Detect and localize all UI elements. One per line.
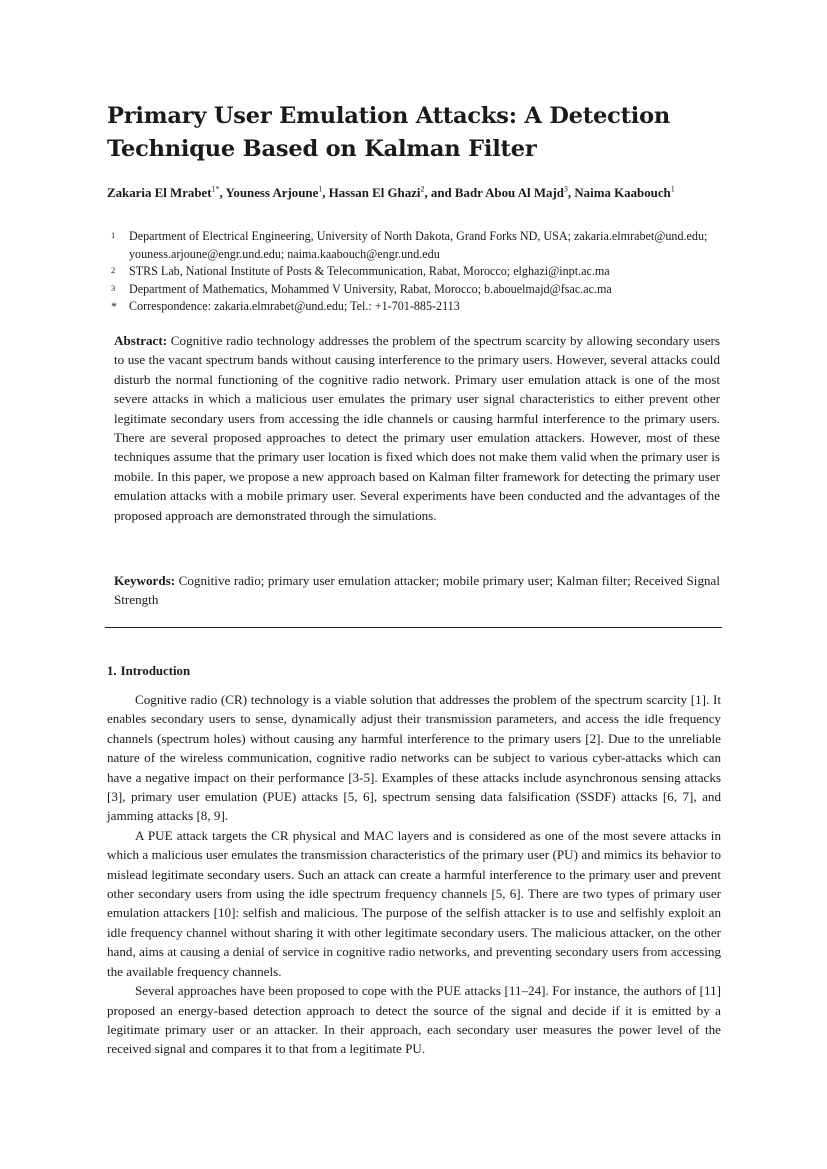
author-affiliation-mark: 2 [420,184,425,194]
author-separator: , [567,186,575,200]
section-divider [105,627,722,628]
affiliation-text: Department of Mathematics, Mohammed V University, Rabat, Morocco; b.abouelmajd@fsac.ac.ma [129,281,612,296]
section-body [107,690,721,1059]
author-name: Naima Kaabouch [574,186,671,200]
author [226,186,329,200]
author-name: Zakaria El Mrabet [107,186,212,200]
paper-title: Primary User Emulation Attacks: A Detection Technique Based on Kalman Filter [107,103,671,162]
author-name: Youness Arjoune [225,186,319,200]
affiliation-mark: 1 [111,230,116,240]
correspondence-text: Correspondence: zakaria.elmrabet@und.edu; Tel.: +1-701-885-2113 [129,299,460,313]
author [574,186,674,200]
affiliation-mark: * [111,299,117,313]
affiliation-item [111,263,731,281]
author-affiliation-mark: 1 [318,184,323,194]
affiliation-mark: 3 [111,282,116,293]
author-affiliation-mark: 3 [563,184,568,194]
abstract [114,331,720,525]
affiliation-item [111,228,731,263]
keywords-text: Cognitive radio; primary user emulation attacker; mobile primary user; Kalman filter; Received Signal Strength [114,573,720,608]
affiliation-mark: 2 [111,265,116,275]
section-heading [107,664,190,679]
affiliation-item [111,281,731,299]
author [107,186,226,200]
author-name: Hassan El Ghazi [328,186,421,200]
author-affiliation-mark: 1 [670,184,675,194]
affiliation-list [111,228,731,316]
abstract-text: Cognitive radio technology addresses the problem of the spectrum scarcity by allowing secondary users to use the vacant spectrum bands without causing interference to the primary users. However, several attacks could disturb the normal functioning of the cognitive radio network. Primary user emulation attack is one of the most severe attacks in which a malicious user emulates the primary user signal characteristics to either prevent other legitimate secondary users from accessing the idle channels or causing harmful interference to the primary users. There are several proposed approaches to detect the primary user emulation attackers. However, most of these techniques assume that the primary user location is fixed which does not make them valid when the primary user is mobile. In this paper, we propose a new approach based on Kalman filter framework for detecting the primary user emulation attacks with a mobile primary user. Several experiments have been conducted and the advantages of the proposed approach are demonstrated through the simulations. [114,333,720,523]
author-affiliation-mark: 1* [211,184,220,194]
author-separator: , [219,186,226,200]
section-title: Introduction [120,664,191,678]
author-list [107,183,722,204]
body-paragraph: Cognitive radio (CR) technology is a viable solution that addresses the problem of the spectrum scarcity [1]. It enables secondary users to sense, dynamically adjust their transmission parameters, and access the idle frequency channels (spectrum holes) without causing any harmful interference to the primary users [2]. Due to the unreliable nature of the wireless communication, cognitive radio networks can be subject to various cyber-attacks which can have a negative impact on their performance [3-5]. Examples of these attacks include asynchronous sensing attacks [3], primary user emulation (PUE) attacks [5, 6], spectrum sensing data falsification (SSDF) attacks [6, 7], and jamming attacks [8, 9]. [107,692,721,824]
author [329,186,455,200]
author-separator: , [322,186,329,200]
affiliation-item [111,298,731,316]
affiliation-text: STRS Lab, National Institute of Posts & Telecommunication, Rabat, Morocco; elghazi@inpt.ac.ma [129,264,610,278]
section-number: 1. [107,664,117,678]
keywords [114,571,720,610]
body-paragraph: Several approaches have been proposed to cope with the PUE attacks [11–24]. For instance, the authors of [11] proposed an energy-based detection approach to detect the source of the signal and decide if it is emitted by a legitimate primary user or an attacker. In their approach, each secondary user measures the power level of the received signal and compares it to that from a legitimate PU. [107,983,721,1057]
author [455,186,574,200]
abstract-label: Abstract: [114,333,168,348]
affiliation-text: Department of Electrical Engineering, University of North Dakota, Grand Forks ND, USA; zakaria.elmrabet@und.edu; youness.arjoune@engr.und.edu; naima.kaabouch@engr.und.edu [129,229,708,261]
body-paragraph: A PUE attack targets the CR physical and MAC layers and is considered as one of the most severe attacks in which a malicious user emulates the transmission characteristics of the primary user (PU) and mimics its behavior to mislead legitimate secondary users. Such an attack can create a harmful interference to the primary user and prevent other secondary users from using the idle spectrum frequency channels [5, 6]. There are two types of primary user emulation attackers [10]: selfish and malicious. The purpose of the selfish attacker is to use and selfishly exploit an idle frequency channel without sharing it with other legitimate secondary users. The malicious attacker, on the other hand, aims at causing a denial of service in cognitive radio networks, and preventing secondary users from accessing the available frequency channels. [107,827,721,979]
author-separator: , and [424,186,455,200]
keywords-label: Keywords: [114,573,176,588]
author-name: Badr Abou Al Majd [454,186,564,200]
